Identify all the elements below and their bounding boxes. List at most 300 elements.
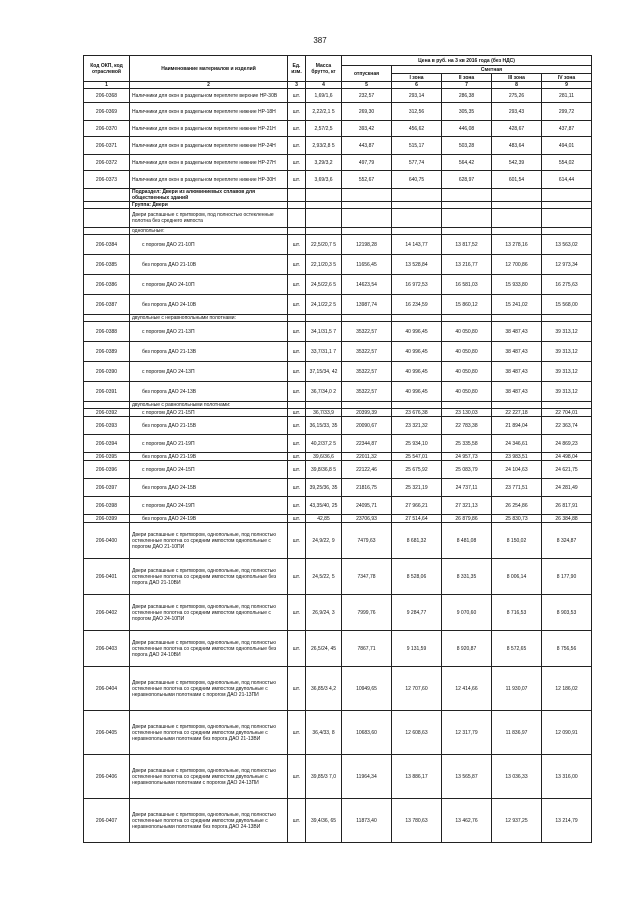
row-zone-price: 14 143,77 [392,235,442,255]
row-mass: 3,29/3,2 [306,155,342,171]
row-release-price: 35322,57 [342,322,392,342]
row-mass: 43,35/40, 25 [306,497,342,515]
row-code: 206-0368 [84,89,130,103]
row-zone-price: 25 934,10 [392,435,442,453]
row-zone-price: 12 186,02 [542,667,592,711]
row-name: без порога ДАО 24-13В [130,382,288,402]
row-code: 206-0404 [84,667,130,711]
row-zone-price: 286,38 [442,89,492,103]
row-zone-price: 456,62 [392,121,442,137]
row-unit: шт. [288,322,306,342]
row-unit: шт. [288,362,306,382]
row-mass [306,209,342,228]
row-unit: шт. [288,479,306,497]
row-zone-price: 24 346,61 [492,435,542,453]
row-release-price: 11873,40 [342,799,392,843]
row-release-price: 393,42 [342,121,392,137]
row-mass: 26,5/24, 45 [306,631,342,667]
row-zone-price [442,189,492,202]
row-zone-price [542,209,592,228]
row-name: однопольные: [130,228,288,235]
row-name: с порогом ДАО 21-19П [130,435,288,453]
row-mass: 24,5/22, 5 [306,559,342,595]
row-name: с порогом ДАО 24-10П [130,275,288,295]
row-mass: 2,22/2,1 5 [306,103,342,121]
row-zone-price [492,228,542,235]
row-zone-price: 13 817,52 [442,235,492,255]
row-zone-price: 39 313,12 [542,362,592,382]
row-unit: шт. [288,755,306,799]
row-zone-price: 293,14 [392,89,442,103]
table-row [84,435,592,453]
row-zone-price: 8 481,08 [442,523,492,559]
row-mass [306,202,342,209]
row-release-price: 22011,32 [342,453,392,461]
row-mass: 36,15/33, 35 [306,417,342,435]
row-zone-price: 601,54 [492,171,542,189]
row-release-price: 14623,54 [342,275,392,295]
row-unit: шт. [288,667,306,711]
row-name: с порогом ДАО 24-13П [130,362,288,382]
row-code: 206-0407 [84,799,130,843]
header-zone-3: III зона [492,74,542,82]
row-name: Двери распашные с притвором, однопольные, под полностью остекленные полотна со средним импостом двупольные с неравнопольными полотнами с порогом ДАО 24-13ПИ [130,755,288,799]
row-zone-price: 13 565,87 [442,755,492,799]
row-zone-price: 12 608,63 [392,711,442,755]
row-code: 206-0399 [84,515,130,523]
row-zone-price: 8 324,87 [542,523,592,559]
row-unit: шт. [288,497,306,515]
row-zone-price: 23 130,03 [442,409,492,417]
page-number: 387 [313,36,327,45]
row-zone-price: 293,43 [492,103,542,121]
column-index: 2 [130,82,288,89]
row-code: 206-0406 [84,755,130,799]
row-zone-price [442,209,492,228]
row-zone-price: 437,87 [542,121,592,137]
row-zone-price: 27 514,64 [392,515,442,523]
table-row [84,295,592,315]
row-zone-price [392,189,442,202]
row-name: Двери распашные с притвором, однопольные, под полностью остекленные полотна со средним импостом однопольные с порогом ДАО 21-10ПИ [130,523,288,559]
row-code: 206-0393 [84,417,130,435]
row-unit: шт. [288,155,306,171]
row-zone-price: 577,74 [392,155,442,171]
row-zone-price: 640,75 [392,171,442,189]
row-zone-price: 16 275,63 [542,275,592,295]
column-index: 4 [306,82,342,89]
row-name: с порогом ДАО 21-15П [130,409,288,417]
row-release-price: 13987,74 [342,295,392,315]
row-zone-price [542,402,592,409]
table-row [84,315,592,322]
row-code: 206-0387 [84,295,130,315]
row-release-price: 24095,71 [342,497,392,515]
row-zone-price: 13 462,76 [442,799,492,843]
row-zone-price: 40 996,45 [392,322,442,342]
row-zone-price: 8 681,32 [392,523,442,559]
row-zone-price [542,228,592,235]
row-code [84,228,130,235]
row-zone-price: 22 363,74 [542,417,592,435]
row-code: 206-0395 [84,453,130,461]
row-zone-price: 23 771,51 [492,479,542,497]
row-release-price: 443,87 [342,137,392,155]
row-unit: шт. [288,799,306,843]
row-zone-price [542,315,592,322]
row-name: Группа: Двери [130,202,288,209]
row-zone-price: 39 313,12 [542,322,592,342]
row-zone-price: 16 581,03 [442,275,492,295]
row-name: с порогом ДАО 24-15П [130,461,288,479]
row-zone-price: 13 216,77 [442,255,492,275]
row-zone-price: 11 930,07 [492,667,542,711]
row-code: 206-0398 [84,497,130,515]
header-unit: Ед. изм. [288,56,306,82]
row-code: 206-0369 [84,103,130,121]
row-name: без порога ДАО 24-19В [130,515,288,523]
row-zone-price: 503,28 [442,137,492,155]
row-zone-price: 16 972,53 [392,275,442,295]
row-zone-price: 26 254,86 [492,497,542,515]
column-index: 1 [84,82,130,89]
row-zone-price: 40 996,45 [392,342,442,362]
row-release-price [342,228,392,235]
row-name: Наличники для окон в раздельном переплете нижние НР-24Н [130,137,288,155]
row-mass [306,315,342,322]
header-estimated-price: Сметная [392,66,592,74]
row-release-price: 10683,60 [342,711,392,755]
row-mass: 39,25/36, 35 [306,479,342,497]
row-zone-price: 299,72 [542,103,592,121]
row-zone-price: 13 886,17 [392,755,442,799]
row-zone-price: 8 716,53 [492,595,542,631]
column-index: 3 [288,82,306,89]
row-code: 206-0389 [84,342,130,362]
row-unit: шт. [288,631,306,667]
row-release-price [342,315,392,322]
row-code: 206-0371 [84,137,130,155]
row-code [84,202,130,209]
row-zone-price: 515,17 [392,137,442,155]
table-row [84,711,592,755]
table-row [84,228,592,235]
table-row [84,235,592,255]
row-zone-price: 15 933,80 [492,275,542,295]
table-row [84,103,592,121]
row-unit [288,189,306,202]
row-unit [288,228,306,235]
row-zone-price: 15 860,12 [442,295,492,315]
row-zone-price: 8 331,35 [442,559,492,595]
column-index: 9 [542,82,592,89]
row-mass: 40,2/37,2 5 [306,435,342,453]
row-name: Наличники для окон в раздельном переплете нижние НР-18Н [130,103,288,121]
row-zone-price: 8 903,53 [542,595,592,631]
row-release-price: 232,57 [342,89,392,103]
row-zone-price: 8 006,14 [492,559,542,595]
row-release-price: 22344,87 [342,435,392,453]
row-zone-price: 275,26 [492,89,542,103]
row-zone-price [492,209,542,228]
row-code [84,209,130,228]
row-name: Двери распашные с притвором, под полностью остекленные полотна без среднего импоста [130,209,288,228]
row-zone-price: 494,01 [542,137,592,155]
row-zone-price: 24 104,63 [492,461,542,479]
row-zone-price: 21 894,04 [492,417,542,435]
table-row [84,342,592,362]
row-mass: 42,85 [306,515,342,523]
row-zone-price [442,402,492,409]
row-unit: шт. [288,275,306,295]
price-table [83,55,592,843]
row-zone-price: 24 869,23 [542,435,592,453]
row-name: двупольные с равнопольными полотнами: [130,402,288,409]
row-zone-price: 13 278,16 [492,235,542,255]
column-index: 6 [392,82,442,89]
row-mass [306,189,342,202]
row-mass: 33,7/31,1 7 [306,342,342,362]
row-zone-price: 24 281,49 [542,479,592,497]
row-code: 206-0390 [84,362,130,382]
table-row [84,515,592,523]
row-zone-price: 428,67 [492,121,542,137]
row-zone-price [392,315,442,322]
row-unit: шт. [288,342,306,362]
row-zone-price: 8 177,90 [542,559,592,595]
row-mass: 39,4/36, 65 [306,799,342,843]
row-mass [306,228,342,235]
table-row [84,382,592,402]
row-mass: 36,85/3 4,2 [306,667,342,711]
row-zone-price: 312,56 [392,103,442,121]
row-zone-price: 23 676,38 [392,409,442,417]
row-release-price: 269,30 [342,103,392,121]
row-zone-price: 38 487,43 [492,342,542,362]
table-row [84,479,592,497]
row-release-price [342,402,392,409]
row-zone-price [392,228,442,235]
row-unit: шт. [288,417,306,435]
row-unit: шт. [288,409,306,417]
header-zone-4: IV зона [542,74,592,82]
row-name: без порога ДАО 21-19В [130,453,288,461]
table-row [84,121,592,137]
row-release-price [342,209,392,228]
row-zone-price [492,402,542,409]
row-zone-price: 281,11 [542,89,592,103]
row-zone-price: 15 568,00 [542,295,592,315]
row-code: 206-0403 [84,631,130,667]
table-row [84,453,592,461]
row-zone-price: 24 621,75 [542,461,592,479]
row-release-price: 7347,78 [342,559,392,595]
row-zone-price: 22 704,01 [542,409,592,417]
row-release-price: 20399,39 [342,409,392,417]
row-unit: шт. [288,235,306,255]
row-release-price: 552,67 [342,171,392,189]
row-name: с порогом ДАО 21-13П [130,322,288,342]
row-code: 206-0391 [84,382,130,402]
row-name: Двери распашные с притвором, однопольные, под полностью остекленные полотна со средним импостом двупольные с неравнопольными полотнами без порога ДАО 21-13ВИ [130,711,288,755]
row-zone-price: 12 090,91 [542,711,592,755]
table-row [84,202,592,209]
row-release-price: 22122,46 [342,461,392,479]
row-zone-price [442,228,492,235]
row-zone-price [392,202,442,209]
table-row [84,799,592,843]
row-zone-price: 12 973,34 [542,255,592,275]
row-zone-price: 13 528,84 [392,255,442,275]
row-zone-price: 40 050,80 [442,362,492,382]
table-row [84,362,592,382]
row-code: 206-0384 [84,235,130,255]
row-name: без порога ДАО 21-13В [130,342,288,362]
row-unit: шт. [288,523,306,559]
row-zone-price: 24 498,04 [542,453,592,461]
row-zone-price: 24 957,73 [442,453,492,461]
row-name: Наличники для окон в раздельном переплете нижние НР-21Н [130,121,288,137]
row-zone-price: 38 487,43 [492,362,542,382]
row-release-price: 7867,71 [342,631,392,667]
row-zone-price: 8 528,06 [392,559,442,595]
row-zone-price: 13 036,33 [492,755,542,799]
header-mass: Масса брутто, кг [306,56,342,82]
row-code: 206-0400 [84,523,130,559]
header-zone-1: I зона [392,74,442,82]
row-unit: шт. [288,595,306,631]
row-code: 206-0385 [84,255,130,275]
row-zone-price: 483,64 [492,137,542,155]
row-unit: шт. [288,295,306,315]
row-release-price: 21816,75 [342,479,392,497]
row-name: Двери распашные с притвором, однопольные, под полностью остекленные полотна со средним импостом однопольные без порога ДАО 21-10ВИ [130,559,288,595]
row-zone-price: 8 572,65 [492,631,542,667]
row-unit: шт. [288,171,306,189]
row-name: Наличники для окон в раздельном переплете нижние НР-30Н [130,171,288,189]
row-name: без порога ДАО 21-15В [130,417,288,435]
row-zone-price: 305,35 [442,103,492,121]
table-row [84,189,592,202]
row-name: Подраздел: Двери из алюминиевых сплавов для общественных зданий [130,189,288,202]
table-row [84,497,592,515]
table-row [84,755,592,799]
row-mass: 1,69/1,6 [306,89,342,103]
row-zone-price: 542,39 [492,155,542,171]
row-unit [288,202,306,209]
header-price-title: Цена в руб. на 3 кв 2016 года (без НДС) [342,56,592,66]
row-zone-price: 40 050,80 [442,322,492,342]
table-row [84,523,592,559]
row-mass: 2,93/2,8 5 [306,137,342,155]
row-name: с порогом ДАО 24-19П [130,497,288,515]
row-zone-price: 25 830,73 [492,515,542,523]
row-mass: 24,9/22, 9 [306,523,342,559]
row-zone-price: 12 700,86 [492,255,542,275]
column-index: 5 [342,82,392,89]
row-name: с порогом ДАО 21-10П [130,235,288,255]
row-name: Двери распашные с притвором, однопольные, под полностью остекленные полотна со средним импостом двупольные с неравнопольными полотнами без порога ДАО 24-13ВИ [130,799,288,843]
row-zone-price: 39 313,12 [542,382,592,402]
header-zone-2: II зона [442,74,492,82]
row-code: 206-0402 [84,595,130,631]
row-zone-price [492,315,542,322]
table-row [84,275,592,295]
row-code [84,402,130,409]
row-mass: 39,85/3 7,0 [306,755,342,799]
column-index: 7 [442,82,492,89]
row-zone-price: 628,97 [442,171,492,189]
row-unit: шт. [288,559,306,595]
column-index: 8 [492,82,542,89]
table-row [84,417,592,435]
row-release-price: 11656,45 [342,255,392,275]
row-zone-price: 22 227,18 [492,409,542,417]
row-unit: шт. [288,121,306,137]
row-zone-price [492,202,542,209]
row-zone-price: 12 317,79 [442,711,492,755]
row-mass: 22,1/20,3 5 [306,255,342,275]
row-code: 206-0392 [84,409,130,417]
row-zone-price: 39 313,12 [542,342,592,362]
row-name: Наличники для окон в раздельном переплете верхние НР-30В [130,89,288,103]
row-code: 206-0397 [84,479,130,497]
row-code [84,315,130,322]
row-name: без порога ДАО 24-10В [130,295,288,315]
table-row [84,155,592,171]
row-unit [288,315,306,322]
row-zone-price: 40 996,45 [392,362,442,382]
row-unit: шт. [288,382,306,402]
row-name: Двери распашные с притвором, однопольные, под полностью остекленные полотна со средним импостом двупольные с неравнопольными полотнами с порогом ДАО 21-13ПИ [130,667,288,711]
row-zone-price: 13 214,79 [542,799,592,843]
table-row [84,137,592,155]
row-unit: шт. [288,435,306,453]
header-code: Код ОКП, код отраслевой [84,56,130,82]
row-unit [288,402,306,409]
row-release-price [342,189,392,202]
row-zone-price [392,402,442,409]
table-row [84,559,592,595]
row-zone-price: 25 547,01 [392,453,442,461]
row-mass: 34,1/31,5 7 [306,322,342,342]
row-zone-price: 23 983,51 [492,453,542,461]
row-zone-price: 26 384,88 [542,515,592,523]
row-mass: 39,6/36,6 [306,453,342,461]
row-code: 206-0394 [84,435,130,453]
row-zone-price: 9 284,77 [392,595,442,631]
row-zone-price: 446,08 [442,121,492,137]
row-release-price: 35322,57 [342,342,392,362]
header-name: Наименование материалов и изделий [130,56,288,82]
row-release-price: 11964,34 [342,755,392,799]
row-zone-price: 27 966,21 [392,497,442,515]
row-zone-price: 11 836,97 [492,711,542,755]
row-zone-price: 38 487,43 [492,322,542,342]
row-mass: 24,5/22,6 5 [306,275,342,295]
row-code: 206-0386 [84,275,130,295]
row-release-price: 35322,57 [342,362,392,382]
header-release-price: отпускная [342,66,392,82]
row-zone-price: 9 070,60 [442,595,492,631]
row-code: 206-0388 [84,322,130,342]
row-zone-price: 40 996,45 [392,382,442,402]
row-release-price: 23706,93 [342,515,392,523]
row-zone-price: 25 083,79 [442,461,492,479]
row-zone-price: 554,02 [542,155,592,171]
row-zone-price: 26 879,86 [442,515,492,523]
row-mass: 26,9/24, 3 [306,595,342,631]
